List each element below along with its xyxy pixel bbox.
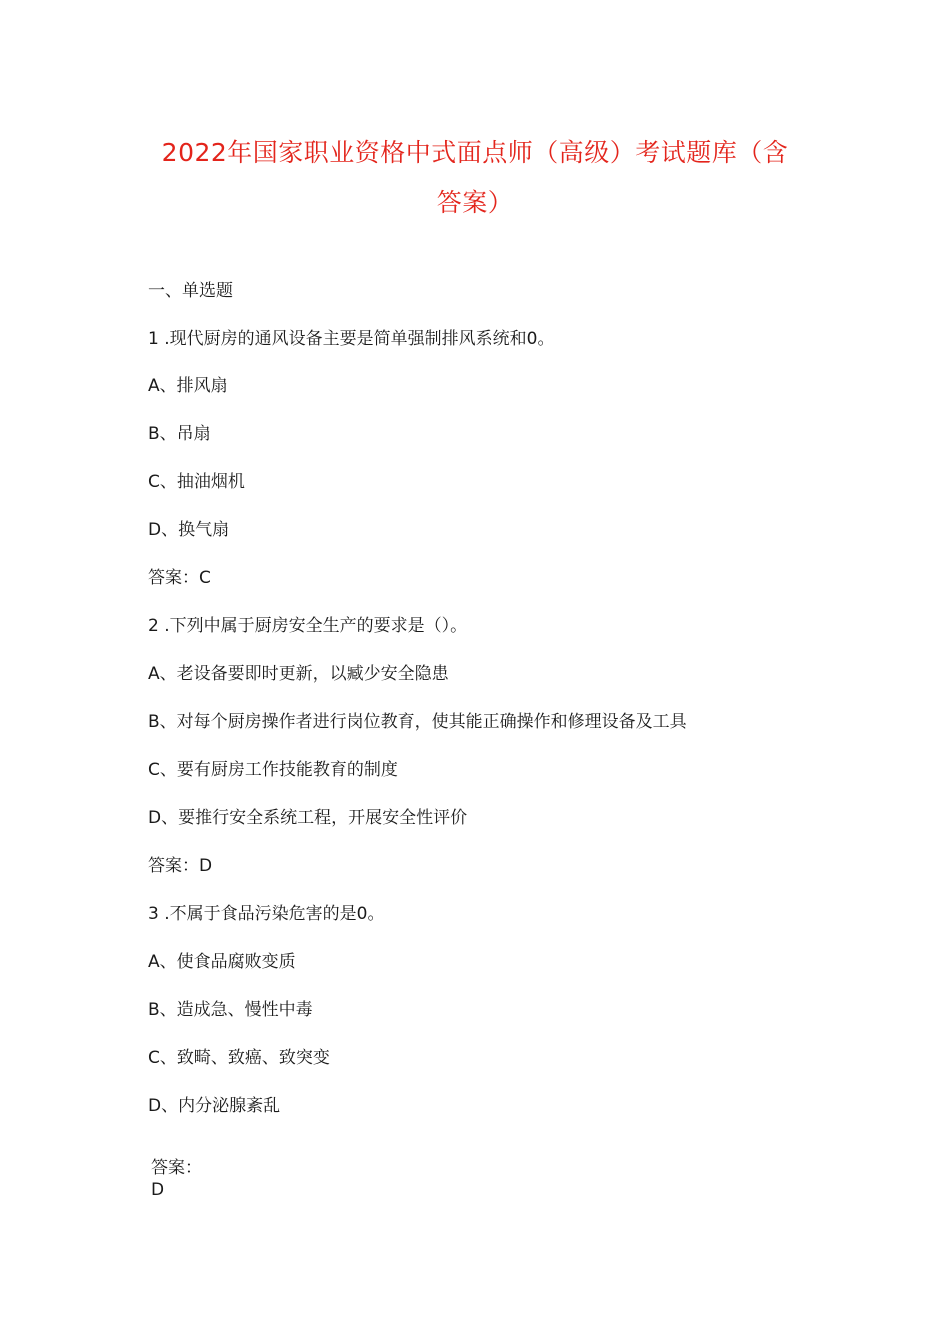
- question-2-answer: 答案：D: [148, 856, 213, 876]
- question-3-text: 3 .不属于食品污染危害的是0。: [148, 904, 385, 924]
- question-3-option-b: B、造成急、慢性中毒: [148, 1000, 313, 1020]
- question-1-option-b: B、吊扇: [148, 424, 211, 444]
- document-title-line-2: 答案）: [436, 188, 514, 217]
- question-2-option-b: B、对每个厨房操作者进行岗位教育，使其能正确操作和修理设备及工具: [148, 712, 687, 732]
- question-1-answer: 答案：C: [148, 568, 211, 588]
- question-3-option-c: C、致畸、致癌、致突变: [148, 1048, 330, 1068]
- question-2-option-d: D、要推行安全系统工程，开展安全性评价: [148, 808, 468, 828]
- section-heading: 一、单选题: [148, 281, 233, 301]
- question-1-text: 1 .现代厨房的通风设备主要是简单强制排风系统和0。: [148, 329, 555, 349]
- question-1-option-d: D、换气扇: [148, 520, 230, 540]
- question-3-answer-value: D: [151, 1180, 165, 1200]
- question-2-text: 2 .下列中属于厨房安全生产的要求是（）。: [148, 616, 468, 636]
- question-1-option-a: A、排风扇: [148, 376, 228, 396]
- question-2-option-c: C、要有厨房工作技能教育的制度: [148, 760, 398, 780]
- question-3-option-d: D、内分泌腺紊乱: [148, 1096, 281, 1116]
- question-3-answer-label: 答案：: [151, 1158, 202, 1178]
- question-3-option-a: A、使食品腐败变质: [148, 952, 296, 972]
- document-title-line-1: 2022年国家职业资格中式面点师（高级）考试题库（含: [161, 138, 789, 167]
- question-2-option-a: A、老设备要即时更新，以臧少安全隐患: [148, 664, 449, 684]
- question-1-option-c: C、抽油烟机: [148, 472, 245, 492]
